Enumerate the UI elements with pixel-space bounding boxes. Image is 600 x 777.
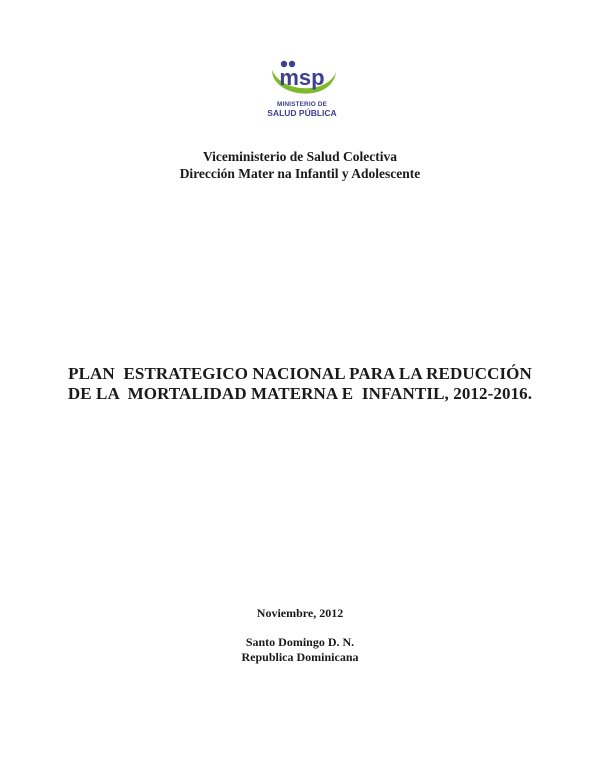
directorate-name: Dirección Mater na Infantil y Adolescente bbox=[179, 166, 421, 181]
logo-health-label: SALUD PÚBLICA bbox=[267, 108, 337, 118]
publication-country: Republica Dominicana bbox=[241, 650, 359, 664]
logo-mark-text: msp bbox=[279, 65, 325, 90]
publication-place bbox=[0, 635, 600, 665]
vice-ministry-name: Viceministerio de Salud Colectiva bbox=[202, 149, 398, 164]
publication-city: Santo Domingo D. N. bbox=[245, 635, 355, 649]
logo-ministry-label: MINISTERIO DE bbox=[276, 101, 328, 108]
issuing-office bbox=[0, 148, 600, 182]
document-title bbox=[0, 364, 600, 404]
publication-date: Noviembre, 2012 bbox=[256, 606, 344, 620]
title-line-1: PLAN ESTRATEGICO NACIONAL PARA LA REDUCCIÓN bbox=[68, 364, 532, 383]
ministry-logo bbox=[262, 58, 342, 120]
title-line-2: DE LA MORTALIDAD MATERNA E INFANTIL, 2012-2016. bbox=[67, 384, 533, 403]
msp-logo-icon bbox=[262, 58, 342, 102]
